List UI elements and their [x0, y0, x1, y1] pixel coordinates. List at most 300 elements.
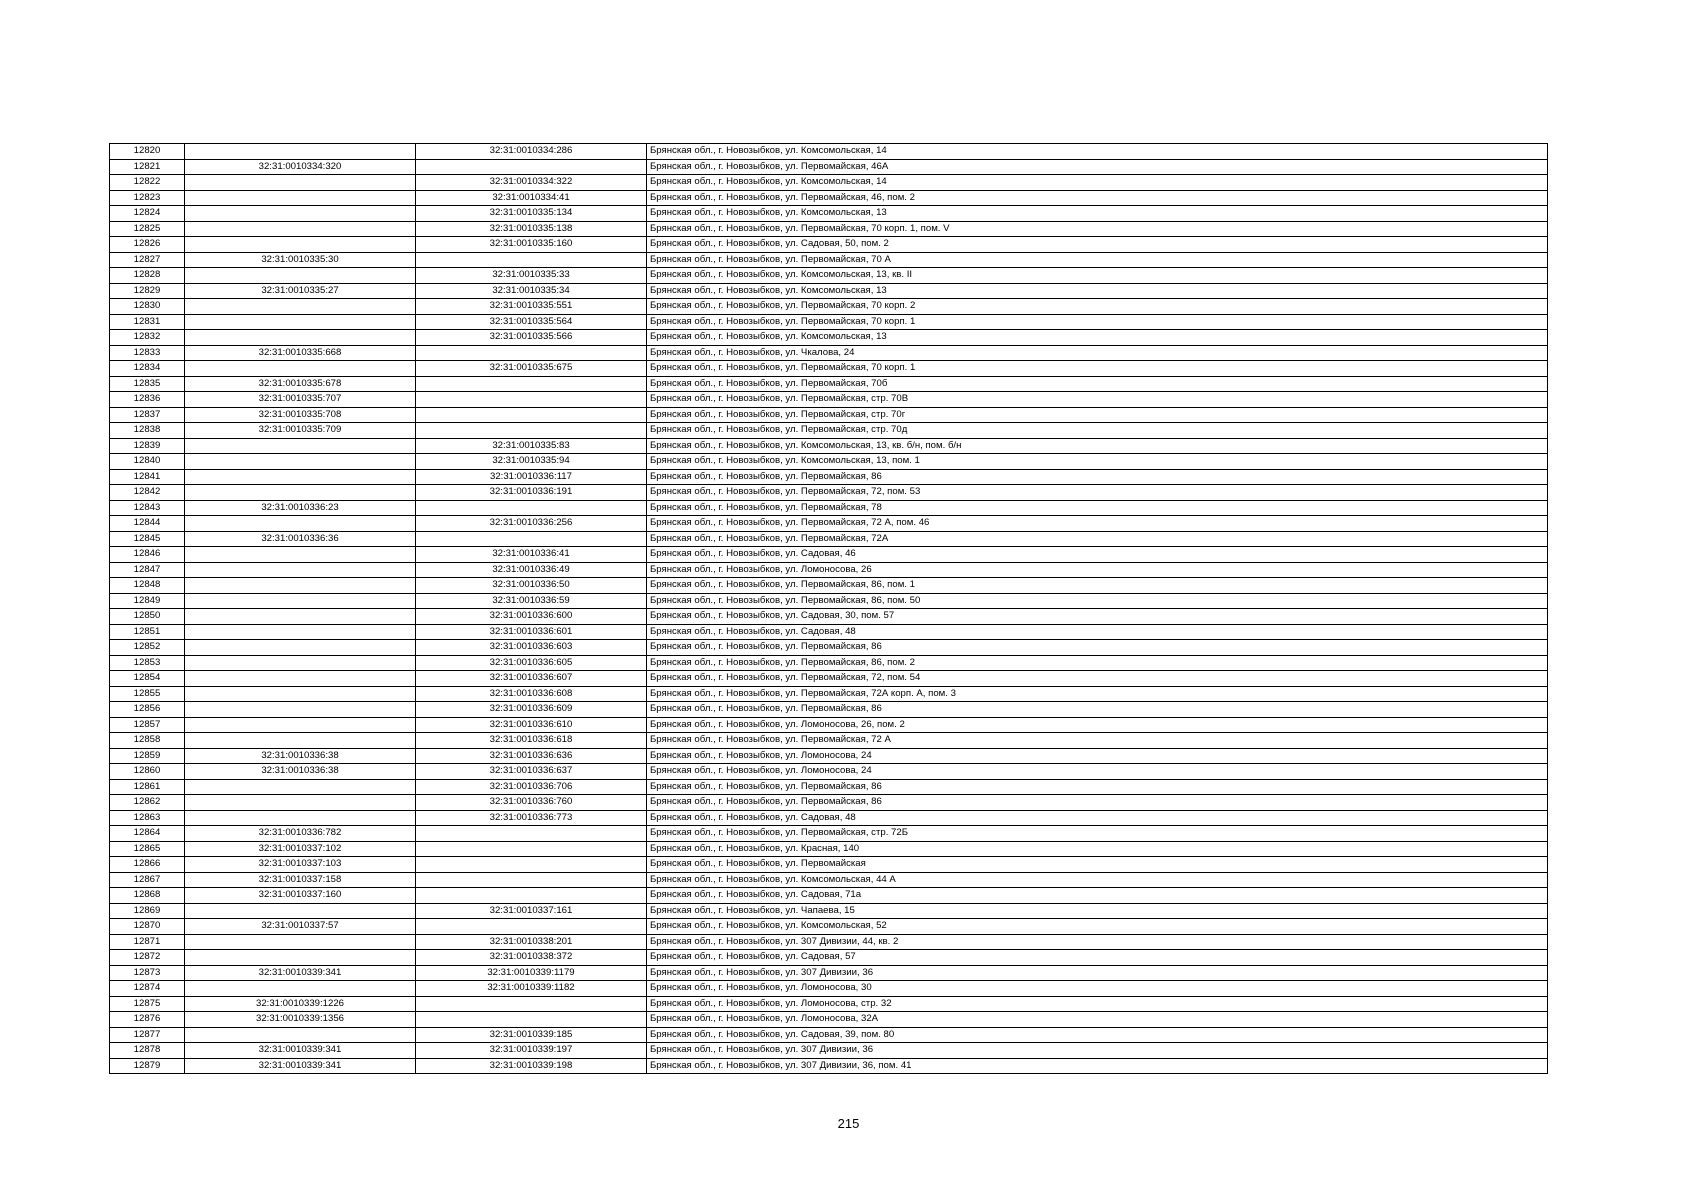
object-cadastral-number-cell: 32:31:0010339:1179: [416, 965, 647, 981]
row-number-cell: 12844: [110, 516, 185, 532]
row-number-cell: 12835: [110, 376, 185, 392]
row-number-cell: 12820: [110, 144, 185, 160]
cadastral-number-cell: 32:31:0010337:160: [185, 888, 416, 904]
cadastral-number-cell: [185, 190, 416, 206]
cadastral-number-cell: 32:31:0010336:23: [185, 500, 416, 516]
object-cadastral-number-cell: 32:31:0010335:33: [416, 268, 647, 284]
cadastral-number-cell: [185, 485, 416, 501]
object-cadastral-number-cell: 32:31:0010336:608: [416, 686, 647, 702]
table-row: [110, 175, 1548, 191]
cadastral-number-cell: [185, 903, 416, 919]
table-row: [110, 934, 1548, 950]
cadastral-number-cell: 32:31:0010337:103: [185, 857, 416, 873]
address-cell: Брянская обл., г. Новозыбков, ул. Первомайская, 78: [647, 500, 1548, 516]
cadastral-number-cell: [185, 671, 416, 687]
object-cadastral-number-cell: 32:31:0010337:161: [416, 903, 647, 919]
object-cadastral-number-cell: 32:31:0010339:198: [416, 1058, 647, 1074]
row-number-cell: 12852: [110, 640, 185, 656]
address-cell: Брянская обл., г. Новозыбков, ул. Первомайская, 70б: [647, 376, 1548, 392]
address-cell: Брянская обл., г. Новозыбков, ул. Садовая, 48: [647, 810, 1548, 826]
row-number-cell: 12867: [110, 872, 185, 888]
address-cell: Брянская обл., г. Новозыбков, ул. 307 Дивизии, 36, пом. 41: [647, 1058, 1548, 1074]
table-row: [110, 485, 1548, 501]
row-number-cell: 12847: [110, 562, 185, 578]
object-cadastral-number-cell: 32:31:0010335:160: [416, 237, 647, 253]
address-cell: Брянская обл., г. Новозыбков, ул. 307 Дивизии, 36: [647, 1043, 1548, 1059]
address-cell: Брянская обл., г. Новозыбков, ул. Первомайская, 72 А, пом. 46: [647, 516, 1548, 532]
address-cell: Брянская обл., г. Новозыбков, ул. Первомайская, стр. 70В: [647, 392, 1548, 408]
row-number-cell: 12873: [110, 965, 185, 981]
object-cadastral-number-cell: 32:31:0010335:94: [416, 454, 647, 470]
object-cadastral-number-cell: [416, 841, 647, 857]
object-cadastral-number-cell: 32:31:0010336:601: [416, 624, 647, 640]
table-row: [110, 361, 1548, 377]
cadastral-number-cell: [185, 593, 416, 609]
cadastral-number-cell: [185, 609, 416, 625]
table-row: [110, 624, 1548, 640]
object-cadastral-number-cell: 32:31:0010336:706: [416, 779, 647, 795]
object-cadastral-number-cell: 32:31:0010336:610: [416, 717, 647, 733]
object-cadastral-number-cell: 32:31:0010336:605: [416, 655, 647, 671]
address-cell: Брянская обл., г. Новозыбков, ул. Первомайская, 70 корп. 1: [647, 361, 1548, 377]
row-number-cell: 12845: [110, 531, 185, 547]
row-number-cell: 12829: [110, 283, 185, 299]
table-row: [110, 996, 1548, 1012]
table-row: [110, 981, 1548, 997]
table-row: [110, 841, 1548, 857]
table-row: [110, 407, 1548, 423]
cadastral-number-cell: [185, 795, 416, 811]
table-row: [110, 640, 1548, 656]
cadastral-table: [109, 143, 1548, 1074]
row-number-cell: 12855: [110, 686, 185, 702]
address-cell: Брянская обл., г. Новозыбков, ул. Первомайская, 46А: [647, 159, 1548, 175]
cadastral-number-cell: 32:31:0010339:341: [185, 1043, 416, 1059]
table-row: [110, 221, 1548, 237]
row-number-cell: 12862: [110, 795, 185, 811]
address-cell: Брянская обл., г. Новозыбков, ул. Первомайская, 72 А: [647, 733, 1548, 749]
address-cell: Брянская обл., г. Новозыбков, ул. Садовая, 46: [647, 547, 1548, 563]
cadastral-number-cell: [185, 361, 416, 377]
object-cadastral-number-cell: 32:31:0010339:197: [416, 1043, 647, 1059]
row-number-cell: 12836: [110, 392, 185, 408]
cadastral-number-cell: [185, 686, 416, 702]
row-number-cell: 12878: [110, 1043, 185, 1059]
row-number-cell: 12859: [110, 748, 185, 764]
row-number-cell: 12877: [110, 1027, 185, 1043]
row-number-cell: 12848: [110, 578, 185, 594]
object-cadastral-number-cell: 32:31:0010334:41: [416, 190, 647, 206]
cadastral-number-cell: 32:31:0010335:27: [185, 283, 416, 299]
address-cell: Брянская обл., г. Новозыбков, ул. Первомайская, 86, пом. 1: [647, 578, 1548, 594]
table-row: [110, 872, 1548, 888]
address-cell: Брянская обл., г. Новозыбков, ул. Комсомольская, 14: [647, 175, 1548, 191]
table-row: [110, 702, 1548, 718]
table-row: [110, 578, 1548, 594]
object-cadastral-number-cell: 32:31:0010336:191: [416, 485, 647, 501]
address-cell: Брянская обл., г. Новозыбков, ул. Первомайская, 86, пом. 2: [647, 655, 1548, 671]
object-cadastral-number-cell: [416, 252, 647, 268]
address-cell: Брянская обл., г. Новозыбков, ул. Первомайская, 72, пом. 53: [647, 485, 1548, 501]
table-row: [110, 423, 1548, 439]
address-cell: Брянская обл., г. Новозыбков, ул. Первомайская, 72А: [647, 531, 1548, 547]
row-number-cell: 12833: [110, 345, 185, 361]
object-cadastral-number-cell: [416, 888, 647, 904]
row-number-cell: 12858: [110, 733, 185, 749]
cadastral-number-cell: [185, 779, 416, 795]
cadastral-number-cell: 32:31:0010339:341: [185, 1058, 416, 1074]
table-row: [110, 562, 1548, 578]
object-cadastral-number-cell: 32:31:0010335:675: [416, 361, 647, 377]
object-cadastral-number-cell: 32:31:0010336:760: [416, 795, 647, 811]
object-cadastral-number-cell: 32:31:0010336:609: [416, 702, 647, 718]
row-number-cell: 12872: [110, 950, 185, 966]
address-cell: Брянская обл., г. Новозыбков, ул. Ломоносова, 24: [647, 748, 1548, 764]
cadastral-number-cell: [185, 934, 416, 950]
object-cadastral-number-cell: 32:31:0010336:50: [416, 578, 647, 594]
address-cell: Брянская обл., г. Новозыбков, ул. 307 Дивизии, 36: [647, 965, 1548, 981]
table-row: [110, 1043, 1548, 1059]
object-cadastral-number-cell: [416, 407, 647, 423]
cadastral-number-cell: [185, 330, 416, 346]
table-row: [110, 159, 1548, 175]
table-row: [110, 655, 1548, 671]
table-row: [110, 330, 1548, 346]
row-number-cell: 12850: [110, 609, 185, 625]
table-row: [110, 190, 1548, 206]
address-cell: Брянская обл., г. Новозыбков, ул. Чкалова, 24: [647, 345, 1548, 361]
row-number-cell: 12865: [110, 841, 185, 857]
cadastral-number-cell: [185, 438, 416, 454]
table-row: [110, 299, 1548, 315]
address-cell: Брянская обл., г. Новозыбков, ул. Комсомольская, 13, пом. 1: [647, 454, 1548, 470]
cadastral-number-cell: 32:31:0010335:678: [185, 376, 416, 392]
cadastral-number-cell: [185, 702, 416, 718]
table-row: [110, 392, 1548, 408]
row-number-cell: 12856: [110, 702, 185, 718]
object-cadastral-number-cell: 32:31:0010335:564: [416, 314, 647, 330]
table-row: [110, 965, 1548, 981]
address-cell: Брянская обл., г. Новозыбков, ул. Ломоносова, стр. 32: [647, 996, 1548, 1012]
table-row: [110, 888, 1548, 904]
address-cell: Брянская обл., г. Новозыбков, ул. Комсомольская, 13, кв. б/н, пом. б/н: [647, 438, 1548, 454]
table-row: [110, 1012, 1548, 1028]
cadastral-number-cell: [185, 221, 416, 237]
row-number-cell: 12871: [110, 934, 185, 950]
row-number-cell: 12846: [110, 547, 185, 563]
table-row: [110, 469, 1548, 485]
cadastral-number-cell: [185, 950, 416, 966]
object-cadastral-number-cell: [416, 392, 647, 408]
cadastral-number-cell: [185, 624, 416, 640]
cadastral-number-cell: 32:31:0010335:30: [185, 252, 416, 268]
address-cell: Брянская обл., г. Новозыбков, ул. Красная, 140: [647, 841, 1548, 857]
row-number-cell: 12876: [110, 1012, 185, 1028]
cadastral-number-cell: [185, 562, 416, 578]
cadastral-number-cell: [185, 578, 416, 594]
table-row: [110, 206, 1548, 222]
address-cell: Брянская обл., г. Новозыбков, ул. Первомайская, 46, пом. 2: [647, 190, 1548, 206]
address-cell: Брянская обл., г. Новозыбков, ул. Комсомольская, 13: [647, 283, 1548, 299]
row-number-cell: 12860: [110, 764, 185, 780]
row-number-cell: 12849: [110, 593, 185, 609]
address-cell: Брянская обл., г. Новозыбков, ул. Первомайская, 86: [647, 702, 1548, 718]
cadastral-number-cell: 32:31:0010339:1226: [185, 996, 416, 1012]
address-cell: Брянская обл., г. Новозыбков, ул. Комсомольская, 13: [647, 330, 1548, 346]
table-row: [110, 686, 1548, 702]
object-cadastral-number-cell: 32:31:0010335:34: [416, 283, 647, 299]
row-number-cell: 12864: [110, 826, 185, 842]
row-number-cell: 12823: [110, 190, 185, 206]
cadastral-number-cell: [185, 469, 416, 485]
address-cell: Брянская обл., г. Новозыбков, ул. Первомайская, 72А корп. А, пом. 3: [647, 686, 1548, 702]
object-cadastral-number-cell: [416, 345, 647, 361]
table-row: [110, 717, 1548, 733]
table-row: [110, 252, 1548, 268]
cadastral-number-cell: [185, 144, 416, 160]
table-row: [110, 376, 1548, 392]
cadastral-number-cell: [185, 314, 416, 330]
address-cell: Брянская обл., г. Новозыбков, ул. Садовая, 50, пом. 2: [647, 237, 1548, 253]
object-cadastral-number-cell: 32:31:0010336:59: [416, 593, 647, 609]
address-cell: Брянская обл., г. Новозыбков, ул. Первомайская, 86: [647, 795, 1548, 811]
cadastral-number-cell: [185, 655, 416, 671]
row-number-cell: 12839: [110, 438, 185, 454]
object-cadastral-number-cell: 32:31:0010334:286: [416, 144, 647, 160]
address-cell: Брянская обл., г. Новозыбков, ул. Комсомольская, 13: [647, 206, 1548, 222]
row-number-cell: 12826: [110, 237, 185, 253]
cadastral-number-cell: 32:31:0010335:707: [185, 392, 416, 408]
row-number-cell: 12879: [110, 1058, 185, 1074]
object-cadastral-number-cell: 32:31:0010336:49: [416, 562, 647, 578]
row-number-cell: 12842: [110, 485, 185, 501]
cadastral-number-cell: [185, 547, 416, 563]
address-cell: Брянская обл., г. Новозыбков, ул. Ломоносова, 32А: [647, 1012, 1548, 1028]
address-cell: Брянская обл., г. Новозыбков, ул. Садовая, 39, пом. 80: [647, 1027, 1548, 1043]
row-number-cell: 12828: [110, 268, 185, 284]
object-cadastral-number-cell: 32:31:0010336:117: [416, 469, 647, 485]
row-number-cell: 12831: [110, 314, 185, 330]
address-cell: Брянская обл., г. Новозыбков, ул. Первомайская, 86: [647, 640, 1548, 656]
cadastral-number-cell: 32:31:0010337:102: [185, 841, 416, 857]
cadastral-number-cell: 32:31:0010334:320: [185, 159, 416, 175]
address-cell: Брянская обл., г. Новозыбков, ул. Первомайская, стр. 70д: [647, 423, 1548, 439]
cadastral-number-cell: [185, 717, 416, 733]
table-row: [110, 810, 1548, 826]
object-cadastral-number-cell: 32:31:0010335:134: [416, 206, 647, 222]
object-cadastral-number-cell: 32:31:0010338:201: [416, 934, 647, 950]
table-row: [110, 733, 1548, 749]
table-row: [110, 283, 1548, 299]
table-row: [110, 1027, 1548, 1043]
address-cell: Брянская обл., г. Новозыбков, ул. Первомайская, 86: [647, 469, 1548, 485]
object-cadastral-number-cell: 32:31:0010334:322: [416, 175, 647, 191]
table-row: [110, 609, 1548, 625]
object-cadastral-number-cell: 32:31:0010336:637: [416, 764, 647, 780]
cadastral-number-cell: [185, 454, 416, 470]
cadastral-number-cell: 32:31:0010335:709: [185, 423, 416, 439]
row-number-cell: 12837: [110, 407, 185, 423]
cadastral-number-cell: 32:31:0010336:782: [185, 826, 416, 842]
object-cadastral-number-cell: [416, 376, 647, 392]
address-cell: Брянская обл., г. Новозыбков, ул. Первомайская, 86, пом. 50: [647, 593, 1548, 609]
table-row: [110, 531, 1548, 547]
row-number-cell: 12868: [110, 888, 185, 904]
object-cadastral-number-cell: 32:31:0010336:41: [416, 547, 647, 563]
row-number-cell: 12832: [110, 330, 185, 346]
cadastral-number-cell: [185, 810, 416, 826]
table-body: [110, 144, 1548, 1074]
row-number-cell: 12869: [110, 903, 185, 919]
address-cell: Брянская обл., г. Новозыбков, ул. Первомайская, 70 корп. 1, пом. V: [647, 221, 1548, 237]
table-row: [110, 826, 1548, 842]
row-number-cell: 12851: [110, 624, 185, 640]
cadastral-number-cell: [185, 175, 416, 191]
cadastral-number-cell: [185, 237, 416, 253]
cadastral-number-cell: [185, 733, 416, 749]
cadastral-number-cell: [185, 299, 416, 315]
cadastral-number-cell: 32:31:0010337:57: [185, 919, 416, 935]
address-cell: Брянская обл., г. Новозыбков, ул. Первомайская: [647, 857, 1548, 873]
address-cell: Брянская обл., г. Новозыбков, ул. Комсомольская, 52: [647, 919, 1548, 935]
cadastral-number-cell: [185, 206, 416, 222]
object-cadastral-number-cell: 32:31:0010335:138: [416, 221, 647, 237]
row-number-cell: 12825: [110, 221, 185, 237]
address-cell: Брянская обл., г. Новозыбков, ул. Первомайская, 70 корп. 2: [647, 299, 1548, 315]
row-number-cell: 12834: [110, 361, 185, 377]
address-cell: Брянская обл., г. Новозыбков, ул. Комсомольская, 44 А: [647, 872, 1548, 888]
object-cadastral-number-cell: 32:31:0010336:773: [416, 810, 647, 826]
address-cell: Брянская обл., г. Новозыбков, ул. Садовая, 30, пом. 57: [647, 609, 1548, 625]
address-cell: Брянская обл., г. Новозыбков, ул. Комсомольская, 13, кв. II: [647, 268, 1548, 284]
cadastral-number-cell: [185, 1027, 416, 1043]
row-number-cell: 12830: [110, 299, 185, 315]
cadastral-number-cell: 32:31:0010336:38: [185, 748, 416, 764]
object-cadastral-number-cell: 32:31:0010336:636: [416, 748, 647, 764]
row-number-cell: 12827: [110, 252, 185, 268]
object-cadastral-number-cell: [416, 531, 647, 547]
address-cell: Брянская обл., г. Новозыбков, ул. Первомайская, 86: [647, 779, 1548, 795]
table-row: [110, 950, 1548, 966]
table-row: [110, 748, 1548, 764]
row-number-cell: 12822: [110, 175, 185, 191]
object-cadastral-number-cell: 32:31:0010339:1182: [416, 981, 647, 997]
address-cell: Брянская обл., г. Новозыбков, ул. Ломоносова, 30: [647, 981, 1548, 997]
address-cell: Брянская обл., г. Новозыбков, ул. 307 Дивизии, 44, кв. 2: [647, 934, 1548, 950]
address-cell: Брянская обл., г. Новозыбков, ул. Ломоносова, 24: [647, 764, 1548, 780]
row-number-cell: 12821: [110, 159, 185, 175]
cadastral-number-cell: [185, 981, 416, 997]
row-number-cell: 12861: [110, 779, 185, 795]
row-number-cell: 12840: [110, 454, 185, 470]
table-row: [110, 795, 1548, 811]
table-row: [110, 1058, 1548, 1074]
object-cadastral-number-cell: [416, 423, 647, 439]
table-row: [110, 500, 1548, 516]
row-number-cell: 12866: [110, 857, 185, 873]
object-cadastral-number-cell: [416, 996, 647, 1012]
row-number-cell: 12853: [110, 655, 185, 671]
table-row: [110, 671, 1548, 687]
row-number-cell: 12854: [110, 671, 185, 687]
page-number: 215: [837, 1116, 860, 1131]
address-cell: Брянская обл., г. Новозыбков, ул. Чапаева, 15: [647, 903, 1548, 919]
table-row: [110, 516, 1548, 532]
address-cell: Брянская обл., г. Новозыбков, ул. Садовая, 71а: [647, 888, 1548, 904]
row-number-cell: 12875: [110, 996, 185, 1012]
object-cadastral-number-cell: [416, 500, 647, 516]
address-cell: Брянская обл., г. Новозыбков, ул. Садовая, 57: [647, 950, 1548, 966]
address-cell: Брянская обл., г. Новозыбков, ул. Первомайская, стр. 70г: [647, 407, 1548, 423]
row-number-cell: 12870: [110, 919, 185, 935]
address-cell: Брянская обл., г. Новозыбков, ул. Ломоносова, 26, пом. 2: [647, 717, 1548, 733]
table-row: [110, 144, 1548, 160]
object-cadastral-number-cell: 32:31:0010336:607: [416, 671, 647, 687]
object-cadastral-number-cell: 32:31:0010335:566: [416, 330, 647, 346]
table-row: [110, 314, 1548, 330]
cadastral-number-cell: 32:31:0010336:38: [185, 764, 416, 780]
row-number-cell: 12874: [110, 981, 185, 997]
cadastral-number-cell: 32:31:0010335:708: [185, 407, 416, 423]
row-number-cell: 12841: [110, 469, 185, 485]
table-row: [110, 903, 1548, 919]
address-cell: Брянская обл., г. Новозыбков, ул. Первомайская, стр. 72Б: [647, 826, 1548, 842]
table-row: [110, 345, 1548, 361]
table-row: [110, 438, 1548, 454]
object-cadastral-number-cell: [416, 826, 647, 842]
cadastral-number-cell: [185, 640, 416, 656]
object-cadastral-number-cell: 32:31:0010335:83: [416, 438, 647, 454]
cadastral-number-cell: 32:31:0010336:36: [185, 531, 416, 547]
row-number-cell: 12824: [110, 206, 185, 222]
address-cell: Брянская обл., г. Новозыбков, ул. Первомайская, 70 корп. 1: [647, 314, 1548, 330]
row-number-cell: 12863: [110, 810, 185, 826]
cadastral-number-cell: 32:31:0010339:341: [185, 965, 416, 981]
cadastral-number-cell: [185, 516, 416, 532]
table-row: [110, 237, 1548, 253]
object-cadastral-number-cell: [416, 919, 647, 935]
object-cadastral-number-cell: 32:31:0010336:600: [416, 609, 647, 625]
object-cadastral-number-cell: [416, 872, 647, 888]
table-row: [110, 779, 1548, 795]
cadastral-number-cell: 32:31:0010335:668: [185, 345, 416, 361]
object-cadastral-number-cell: [416, 1012, 647, 1028]
address-cell: Брянская обл., г. Новозыбков, ул. Первомайская, 72, пом. 54: [647, 671, 1548, 687]
cadastral-number-cell: 32:31:0010339:1356: [185, 1012, 416, 1028]
object-cadastral-number-cell: 32:31:0010338:372: [416, 950, 647, 966]
object-cadastral-number-cell: 32:31:0010335:551: [416, 299, 647, 315]
address-cell: Брянская обл., г. Новозыбков, ул. Первомайская, 70 А: [647, 252, 1548, 268]
table-row: [110, 547, 1548, 563]
table-row: [110, 764, 1548, 780]
table-row: [110, 593, 1548, 609]
row-number-cell: 12843: [110, 500, 185, 516]
address-cell: Брянская обл., г. Новозыбков, ул. Садовая, 48: [647, 624, 1548, 640]
object-cadastral-number-cell: 32:31:0010336:256: [416, 516, 647, 532]
table-row: [110, 454, 1548, 470]
object-cadastral-number-cell: 32:31:0010336:603: [416, 640, 647, 656]
cadastral-number-cell: 32:31:0010337:158: [185, 872, 416, 888]
table-row: [110, 268, 1548, 284]
address-cell: Брянская обл., г. Новозыбков, ул. Комсомольская, 14: [647, 144, 1548, 160]
address-cell: Брянская обл., г. Новозыбков, ул. Ломоносова, 26: [647, 562, 1548, 578]
table-row: [110, 857, 1548, 873]
object-cadastral-number-cell: 32:31:0010336:618: [416, 733, 647, 749]
object-cadastral-number-cell: [416, 857, 647, 873]
object-cadastral-number-cell: 32:31:0010339:185: [416, 1027, 647, 1043]
table-row: [110, 919, 1548, 935]
row-number-cell: 12838: [110, 423, 185, 439]
